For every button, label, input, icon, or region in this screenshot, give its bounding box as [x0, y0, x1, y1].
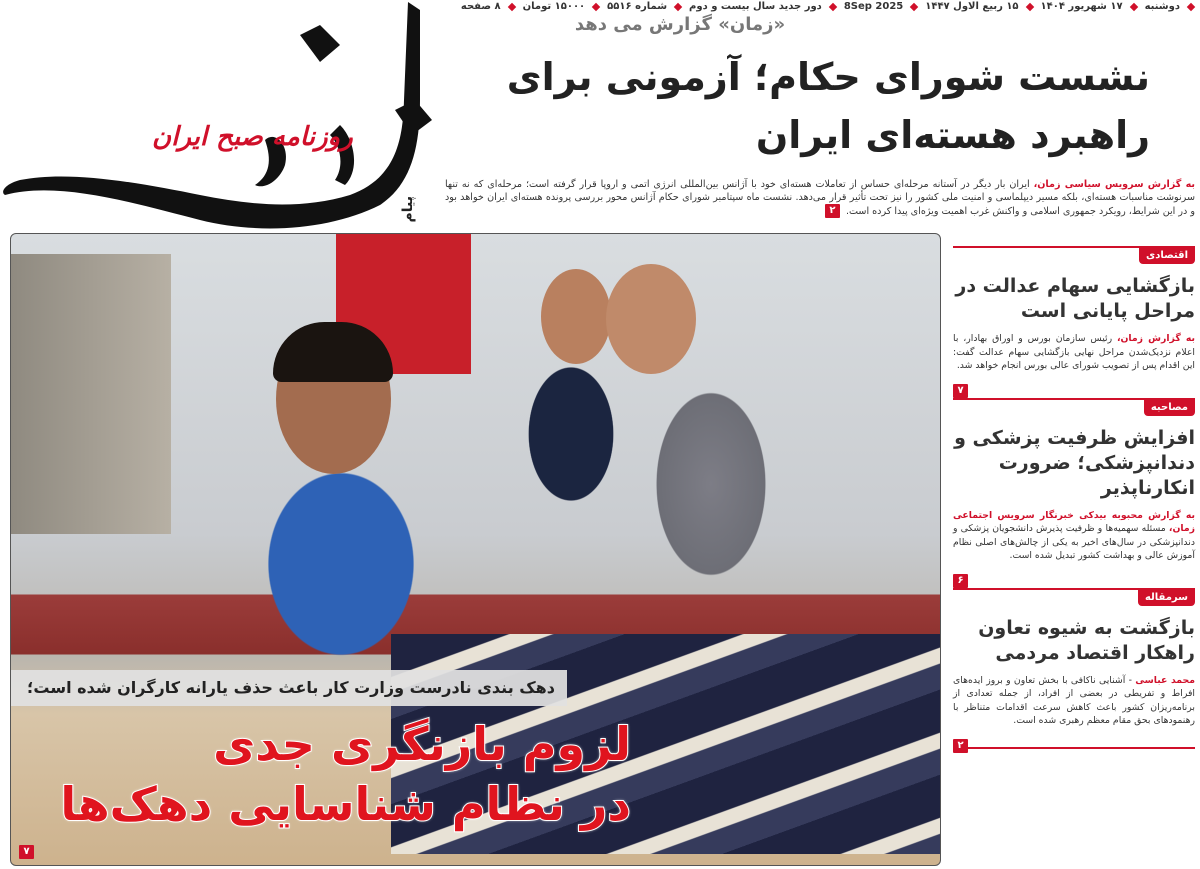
- date-gregorian: 8Sep 2025: [843, 1, 904, 12]
- sidebar-headline[interactable]: بازگشت به شیوه تعاون راهکار اقتصاد مردمی: [978, 616, 1195, 664]
- page-ref-badge[interactable]: ۲: [953, 739, 968, 753]
- lead-headline-line1[interactable]: نشست شورای حکام؛ آزمونی برای: [506, 55, 1150, 99]
- photo-headline-line2[interactable]: در نظام شناسایی دهک‌ها: [60, 777, 631, 831]
- series: دور جدید سال بیست و دوم: [689, 1, 822, 12]
- category-label: مصاحبه: [1144, 400, 1195, 416]
- page-ref-badge[interactable]: ۲: [825, 204, 840, 218]
- lead-paragraph: [445, 178, 1195, 218]
- sidebar-body: [953, 509, 1195, 563]
- date-lunar: ۱۵ ربیع الاول ۱۴۴۷: [925, 1, 1019, 12]
- photo-background: [11, 254, 171, 534]
- category-label: اقتصادی: [1139, 248, 1195, 264]
- sidebar-source: محمد عباسی: [1135, 674, 1195, 686]
- bullet-icon: [1187, 2, 1195, 10]
- section-divider: [953, 747, 1195, 749]
- sidebar-text: رئیس سازمان بورس و اوراق بهادار، با اعلام نزدیک‌شدن مراحل نهایی بازگشایی سهام عدالت گفت: این اقدام پس از تصویب شورای عالی بورس انجام خواهد شد.: [953, 333, 1195, 371]
- sidebar-source: به گزارش زمان،: [1116, 333, 1195, 344]
- lead-headline-line2[interactable]: راهبرد هسته‌ای ایران: [755, 113, 1150, 157]
- photo-worker: [606, 264, 696, 374]
- photo-worker: [541, 269, 611, 364]
- sidebar-headline[interactable]: افزایش ظرفیت پزشکی و دندانپزشکی؛ ضرورت انکارناپذیر: [954, 426, 1195, 499]
- sidebar-text: مسئله سهمیه‌ها و ظرفیت پذیرش دانشجویان پزشکی و دندانپزشکی در سال‌های اخیر به یکی از چالش‌های اصلی نظام آموزش عالی و بهداشت کشور تبدیل شده است.: [953, 523, 1195, 561]
- date-solar: ۱۷ شهریور ۱۴۰۴: [1040, 1, 1123, 12]
- bullet-icon: [910, 2, 918, 10]
- page-ref-badge[interactable]: ۷: [953, 384, 968, 398]
- page-ref-badge[interactable]: ۷: [19, 845, 34, 859]
- weekday: دوشنبه: [1144, 1, 1180, 12]
- bullet-icon: [674, 2, 682, 10]
- tagline: روزنامه صبح ایران: [152, 122, 353, 152]
- newspaper-logo: [0, 0, 445, 240]
- lead-body: ایران بار دیگر در آستانه مرحله‌ای حساس از تعاملات هسته‌ای خود با آژانس بین‌المللی انرژی اتمی و اروپا قرار گرفته است؛ مرحله‌ای که نه تنها سرنوشت مناسبات هسته‌ای، بلکه مسیر دیپلماسی و امنیت ملی کشور را نیز تحت تأثیر قرار می‌دهد. نشست ماه سپتامبر شورای حکام آژانس محور بررسی پرونده هسته‌ای ایران خواهد بود و در این شرایط، رویکرد جمهوری اسلامی و واکنش غرب اهمیت ویژه‌ای پیدا کرده است.: [445, 179, 1195, 217]
- bullet-icon: [507, 2, 515, 10]
- bullet-icon: [829, 2, 837, 10]
- sidebar-source: به گزارش محبوبه بیدکی خبرنگار سرویس اجتماعی زمان،: [953, 509, 1195, 534]
- bullet-icon: [1129, 2, 1137, 10]
- masthead-payam: پیام: [400, 196, 416, 223]
- sidebar-section: [953, 246, 1195, 396]
- bullet-icon: [1025, 2, 1033, 10]
- issue-info-strip: [461, 0, 1196, 13]
- page-count: ۸ صفحه: [460, 1, 501, 12]
- sidebar-section: [953, 398, 1195, 586]
- issue-number: شماره ۵۵۱۶: [607, 1, 668, 12]
- sidebar-body: [953, 674, 1195, 728]
- category-label: سرمقاله: [1138, 590, 1195, 606]
- sidebar-section: [953, 588, 1195, 749]
- sidebar-body: [953, 332, 1195, 373]
- lead-kicker: «زمان» گزارش می دهد: [574, 14, 786, 35]
- price: ۱۵۰۰۰ تومان: [522, 1, 586, 12]
- photo-headline-line1[interactable]: لزوم بازنگری جدی: [213, 717, 631, 771]
- sidebar-headline[interactable]: بازگشایی سهام عدالت در مراحل پایانی است: [955, 275, 1195, 322]
- sidebar: [953, 246, 1195, 755]
- photo-caption: دهک بندی نادرست وزارت کار باعث حذف یارانه کارگران شده است؛: [11, 670, 567, 706]
- photo-story[interactable]: [10, 233, 941, 866]
- bullet-icon: [592, 2, 600, 10]
- lead-source: به گزارش سرویس سیاسی زمان،: [1033, 179, 1195, 190]
- sidebar-text: - آشنایی ناکافی با بخش تعاون و بروز ایده‌های افراط و تفریطی در بعضی از افراد، از جمله تعدادی از برنامه‌ریزان کشور باعث کاهش سرعت اقدامات متناظر با رهنمودهای بحق مقام معظم رهبری شده است.: [953, 674, 1195, 726]
- page-ref-badge[interactable]: ۶: [953, 574, 968, 588]
